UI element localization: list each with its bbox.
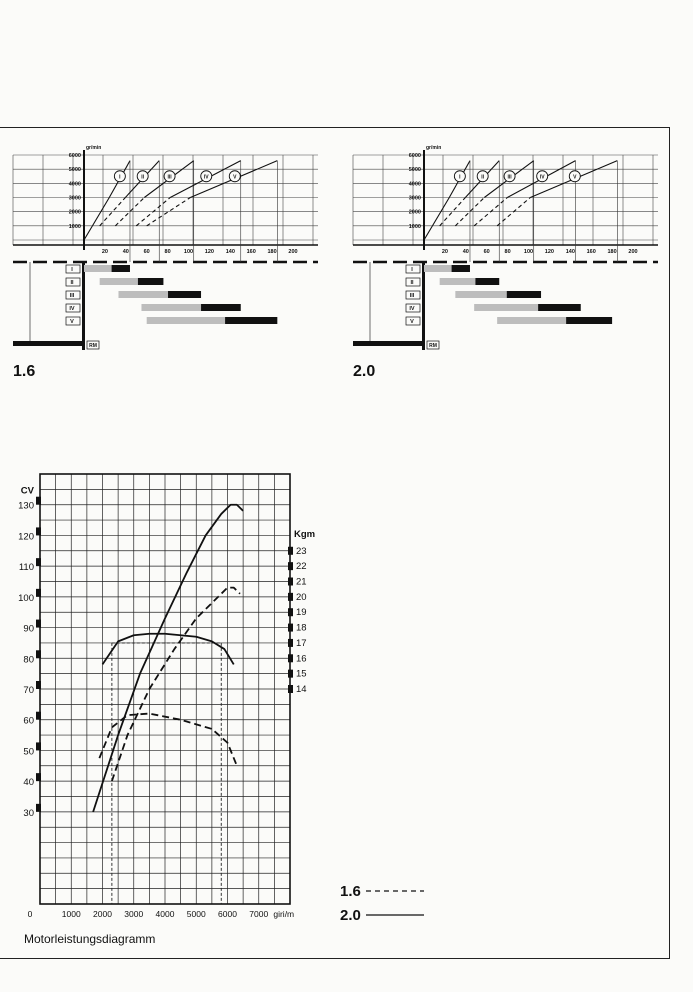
gear-circle-label: IV bbox=[203, 174, 209, 181]
speed-tick-label: 40 bbox=[122, 249, 129, 255]
kgm-axis-mark bbox=[288, 670, 293, 678]
rpm-tick-label: 1000 bbox=[61, 909, 81, 919]
cv-axis-mark bbox=[36, 742, 41, 750]
cv-tick-label: 70 bbox=[23, 685, 34, 696]
gear-arrow-label: V bbox=[70, 319, 74, 325]
kgm-tick-label: 23 bbox=[296, 545, 307, 557]
gear-arrow-label: IV bbox=[69, 306, 75, 312]
kgm-axis-mark bbox=[288, 624, 293, 632]
gear-circle-label: I bbox=[119, 174, 121, 181]
gear-circle-label: III bbox=[507, 174, 512, 181]
cv-axis-mark bbox=[36, 712, 41, 720]
kgm-axis-mark bbox=[288, 562, 293, 570]
cv-tick-label: 130 bbox=[18, 500, 34, 512]
kgm-tick-label: 15 bbox=[296, 668, 307, 680]
speed-tick-label: 60 bbox=[483, 249, 490, 255]
gear-arrow-label: III bbox=[409, 293, 415, 299]
speed-tick-label: 40 bbox=[462, 249, 469, 255]
gear-arrow-label: I bbox=[411, 267, 413, 273]
speed-tick-label: 140 bbox=[225, 249, 235, 255]
kgm-tick-label: 22 bbox=[296, 561, 307, 573]
rpm-tick-label: 2000 bbox=[408, 209, 421, 216]
model-label: 2.0 bbox=[353, 363, 376, 380]
gear-arrow-label: II bbox=[70, 280, 74, 286]
gear-circle-label: II bbox=[481, 174, 485, 181]
speed-tick-label: 60 bbox=[143, 249, 150, 255]
cv-tick-label: 40 bbox=[23, 777, 34, 789]
cv-axis-mark bbox=[36, 650, 41, 658]
speed-tick-label: 140 bbox=[565, 249, 575, 255]
cv-axis-mark bbox=[36, 558, 41, 566]
rpm-tick-label: 3000 bbox=[68, 195, 81, 202]
gear-arrow-label: V bbox=[410, 319, 414, 325]
kgm-tick-label: 16 bbox=[296, 653, 307, 665]
series-1-6-cv bbox=[112, 588, 240, 782]
speed-tick-label: 180 bbox=[607, 249, 617, 255]
cv-tick-label: 50 bbox=[23, 746, 34, 758]
legend-label: 1.6 bbox=[340, 883, 361, 900]
cv-axis-mark bbox=[36, 681, 41, 689]
rpm-tick-label: 6000 bbox=[68, 153, 81, 159]
rpm-tick-label: 6000 bbox=[218, 909, 237, 919]
reverse-label: RM bbox=[89, 343, 97, 349]
cv-axis-mark bbox=[36, 773, 41, 781]
rpm-unit-label: gr/min bbox=[426, 145, 442, 151]
legend-label: 2.0 bbox=[340, 907, 361, 924]
cv-axis-mark bbox=[36, 497, 41, 505]
speed-tick-label: 100 bbox=[183, 249, 194, 255]
rpm-tick-label: 1000 bbox=[408, 223, 421, 230]
speed-tick-label: 80 bbox=[164, 249, 171, 255]
cv-axis-mark bbox=[36, 589, 41, 597]
kgm-axis-mark bbox=[288, 593, 293, 601]
reverse-label: RM bbox=[429, 343, 437, 349]
speed-tick-label: 160 bbox=[586, 249, 596, 255]
rpm-tick-label: 2000 bbox=[93, 909, 112, 919]
speed-tick-label: 20 bbox=[441, 249, 448, 255]
speed-tick-label: 200 bbox=[288, 249, 298, 255]
chart-title: Motorleistungsdiagramm bbox=[24, 932, 156, 946]
cv-tick-label: 120 bbox=[18, 531, 34, 543]
kgm-tick-label: 19 bbox=[296, 607, 307, 619]
gear-arrow-label: II bbox=[410, 280, 414, 286]
rpm-tick-label: 4000 bbox=[155, 909, 175, 919]
speed-tick-label: 120 bbox=[544, 249, 554, 255]
speed-tick-label: 100 bbox=[523, 249, 534, 255]
cv-tick-label: 110 bbox=[18, 562, 34, 574]
cv-tick-label: 80 bbox=[23, 654, 34, 666]
rpm-tick-label: 4000 bbox=[408, 181, 421, 188]
kgm-tick-label: 17 bbox=[296, 637, 307, 649]
speed-tick-label: 160 bbox=[246, 249, 256, 255]
gear-circle-label: II bbox=[141, 174, 145, 181]
cv-axis-label: CV bbox=[20, 485, 34, 497]
kgm-axis-mark bbox=[288, 639, 293, 647]
kgm-axis-mark bbox=[288, 654, 293, 662]
rpm-tick-label: 5000 bbox=[408, 167, 421, 174]
kgm-axis-mark bbox=[288, 547, 293, 555]
cv-tick-label: 100 bbox=[18, 592, 34, 604]
cv-axis-mark bbox=[36, 527, 41, 535]
rpm-tick-label: 4000 bbox=[68, 181, 81, 188]
gear-arrow-label: III bbox=[69, 293, 75, 299]
kgm-tick-label: 20 bbox=[296, 591, 307, 603]
speed-tick-label: 80 bbox=[504, 249, 511, 255]
speed-tick-label: 180 bbox=[267, 249, 277, 255]
gear-circle-label: III bbox=[167, 174, 172, 181]
rpm-tick-label: 5000 bbox=[68, 167, 81, 174]
rpm-tick-label: 3000 bbox=[124, 909, 144, 919]
speed-tick-label: 20 bbox=[101, 249, 108, 255]
speed-tick-label: 200 bbox=[628, 249, 638, 255]
gear-arrow-label: IV bbox=[409, 306, 415, 312]
rpm-tick-label: 0 bbox=[27, 909, 33, 919]
kgm-axis-mark bbox=[288, 608, 293, 616]
model-label: 1.6 bbox=[13, 363, 36, 380]
kgm-tick-label: 18 bbox=[296, 622, 307, 634]
rpm-tick-label: 1000 bbox=[68, 223, 81, 230]
cv-axis-mark bbox=[36, 804, 41, 812]
kgm-axis-mark bbox=[288, 685, 293, 693]
gear-circle-label: IV bbox=[539, 174, 545, 181]
kgm-axis-mark bbox=[288, 578, 293, 586]
cv-tick-label: 90 bbox=[23, 623, 34, 635]
gear-circle-label: I bbox=[459, 174, 461, 181]
cv-tick-label: 30 bbox=[23, 807, 34, 819]
rpm-tick-label: 3000 bbox=[408, 195, 421, 202]
rpm-tick-label: 2000 bbox=[68, 209, 81, 216]
kgm-axis-label: Kgm bbox=[294, 528, 316, 540]
gear-arrow-label: I bbox=[71, 267, 73, 273]
cv-axis-mark bbox=[36, 620, 41, 628]
speed-tick-label: 120 bbox=[204, 249, 214, 255]
cv-tick-label: 60 bbox=[23, 715, 34, 727]
kgm-tick-label: 21 bbox=[296, 576, 307, 588]
rpm-tick-label: 5000 bbox=[186, 909, 206, 919]
rpm-unit-label: gr/min bbox=[86, 145, 102, 151]
rpm-tick-label: 6000 bbox=[408, 153, 421, 159]
rpm-tick-label: 7000 bbox=[249, 909, 269, 919]
x-axis-label: giri/m bbox=[273, 909, 295, 919]
gear-circle-label: V bbox=[233, 174, 237, 181]
kgm-tick-label: 14 bbox=[296, 684, 307, 695]
gear-circle-label: V bbox=[573, 174, 577, 181]
